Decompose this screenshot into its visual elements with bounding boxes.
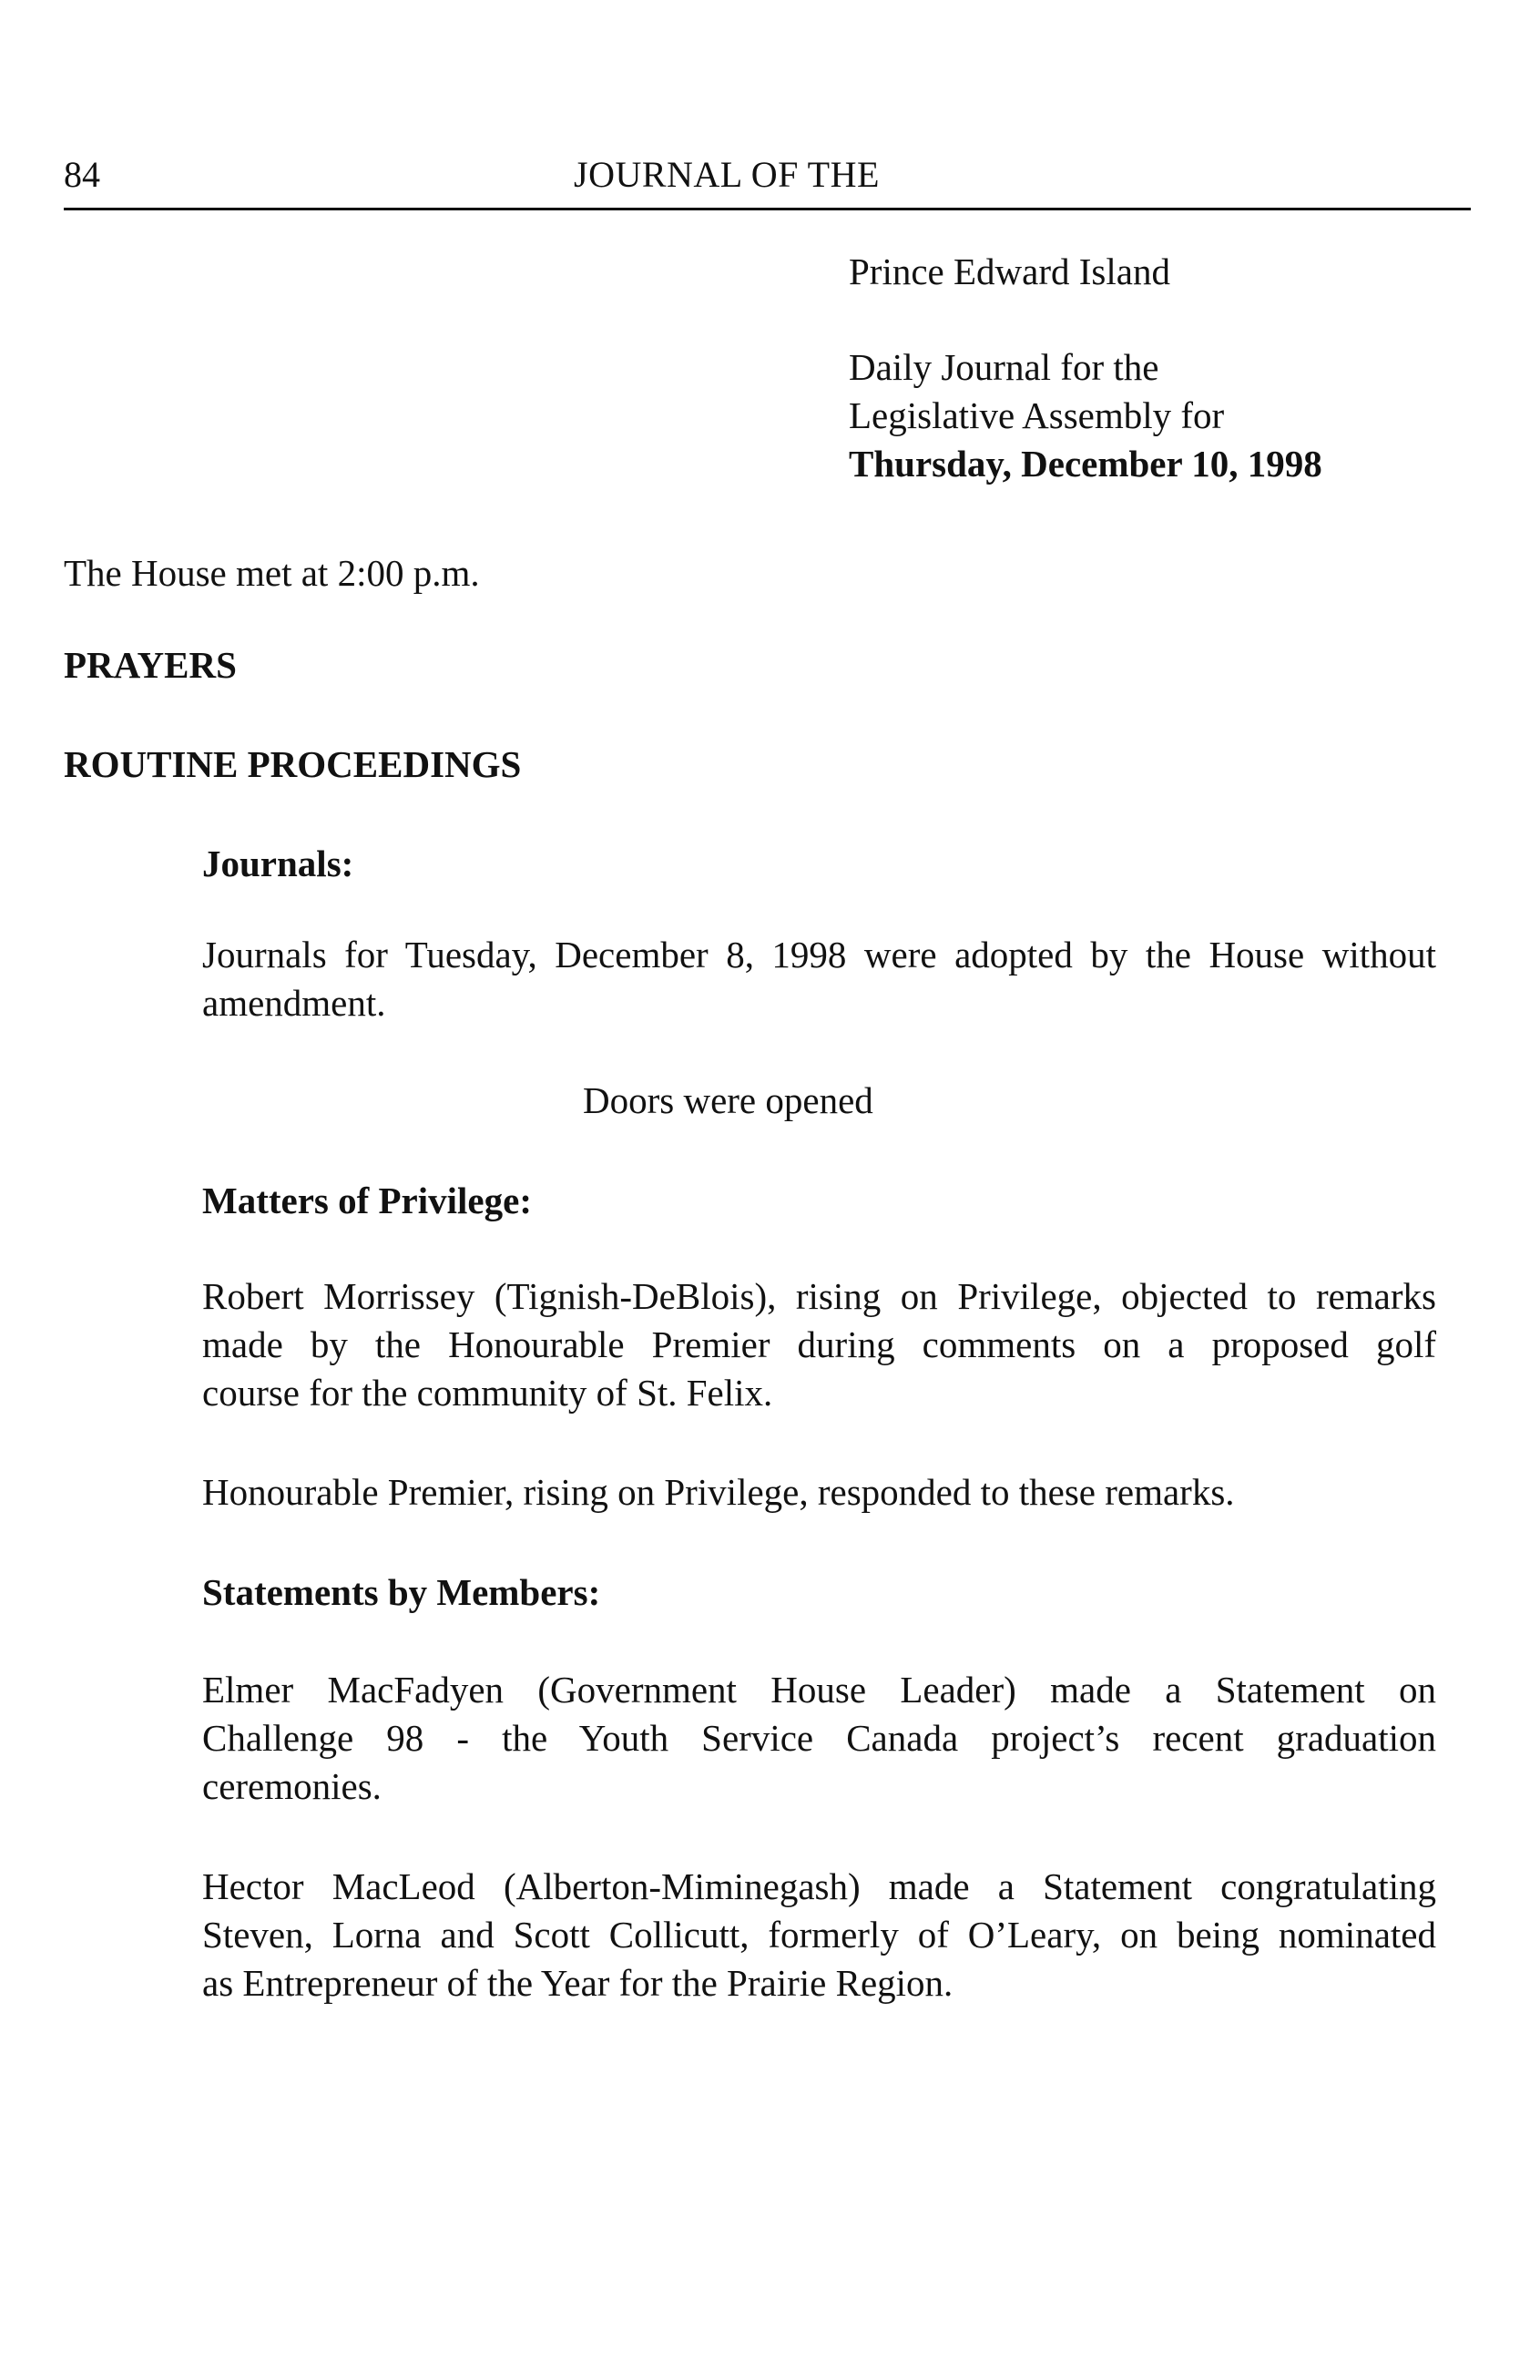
statements-p1-line-1: Elmer MacFadyen (Government House Leader) made a Statement on bbox=[202, 1669, 1436, 1711]
privilege-p1-line-1: Robert Morrissey (Tignish-DeBlois), rising on Privilege, objected to remarks bbox=[202, 1275, 1436, 1317]
province-name: Prince Edward Island bbox=[849, 250, 1170, 292]
title-line-2: Legislative Assembly for bbox=[849, 394, 1225, 436]
statements-p2-line-2: Steven, Lorna and Scott Collicutt, formerly of O’Leary, on being nominated bbox=[202, 1914, 1436, 1956]
statements-p1-line-2: Challenge 98 - the Youth Service Canada project’s recent graduation bbox=[202, 1717, 1436, 1759]
sitting-date: Thursday, December 10, 1998 bbox=[849, 443, 1322, 485]
page-header bbox=[64, 153, 1471, 210]
journals-line-2: amendment. bbox=[202, 982, 386, 1024]
page-number: 84 bbox=[64, 154, 100, 195]
heading-routine-proceedings: ROUTINE PROCEEDINGS bbox=[64, 743, 522, 785]
heading-statements-by-members: Statements by Members: bbox=[202, 1571, 601, 1613]
heading-matters-of-privilege: Matters of Privilege: bbox=[202, 1180, 532, 1221]
privilege-p1-line-3: course for the community of St. Felix. bbox=[202, 1372, 773, 1414]
privilege-p1-line-2: made by the Honourable Premier during comments on a proposed golf bbox=[202, 1323, 1436, 1365]
statements-p2-line-1: Hector MacLeod (Alberton-Miminegash) made a Statement congratulating bbox=[202, 1865, 1436, 1907]
statements-paragraph-1 bbox=[202, 1666, 1436, 1811]
journal-title-block bbox=[849, 248, 1322, 488]
privilege-paragraph-1 bbox=[202, 1272, 1436, 1417]
privilege-paragraph-2: Honourable Premier, rising on Privilege, responded to these remarks. bbox=[202, 1471, 1235, 1513]
statements-p2-line-3: as Entrepreneur of the Year for the Prairie Region. bbox=[202, 1962, 954, 2004]
running-head: JOURNAL OF THE bbox=[574, 154, 880, 195]
journals-paragraph bbox=[202, 931, 1436, 1027]
heading-prayers: PRAYERS bbox=[64, 644, 237, 686]
heading-journals: Journals: bbox=[202, 843, 354, 884]
statements-p1-line-3: ceremonies. bbox=[202, 1765, 382, 1807]
opening-statement: The House met at 2:00 p.m. bbox=[64, 552, 480, 594]
statements-paragraph-2 bbox=[202, 1863, 1436, 2007]
doors-opened-note: Doors were opened bbox=[583, 1079, 873, 1121]
journals-line-1: Journals for Tuesday, December 8, 1998 were adopted by the House without bbox=[202, 934, 1436, 975]
title-line-1: Daily Journal for the bbox=[849, 346, 1159, 388]
